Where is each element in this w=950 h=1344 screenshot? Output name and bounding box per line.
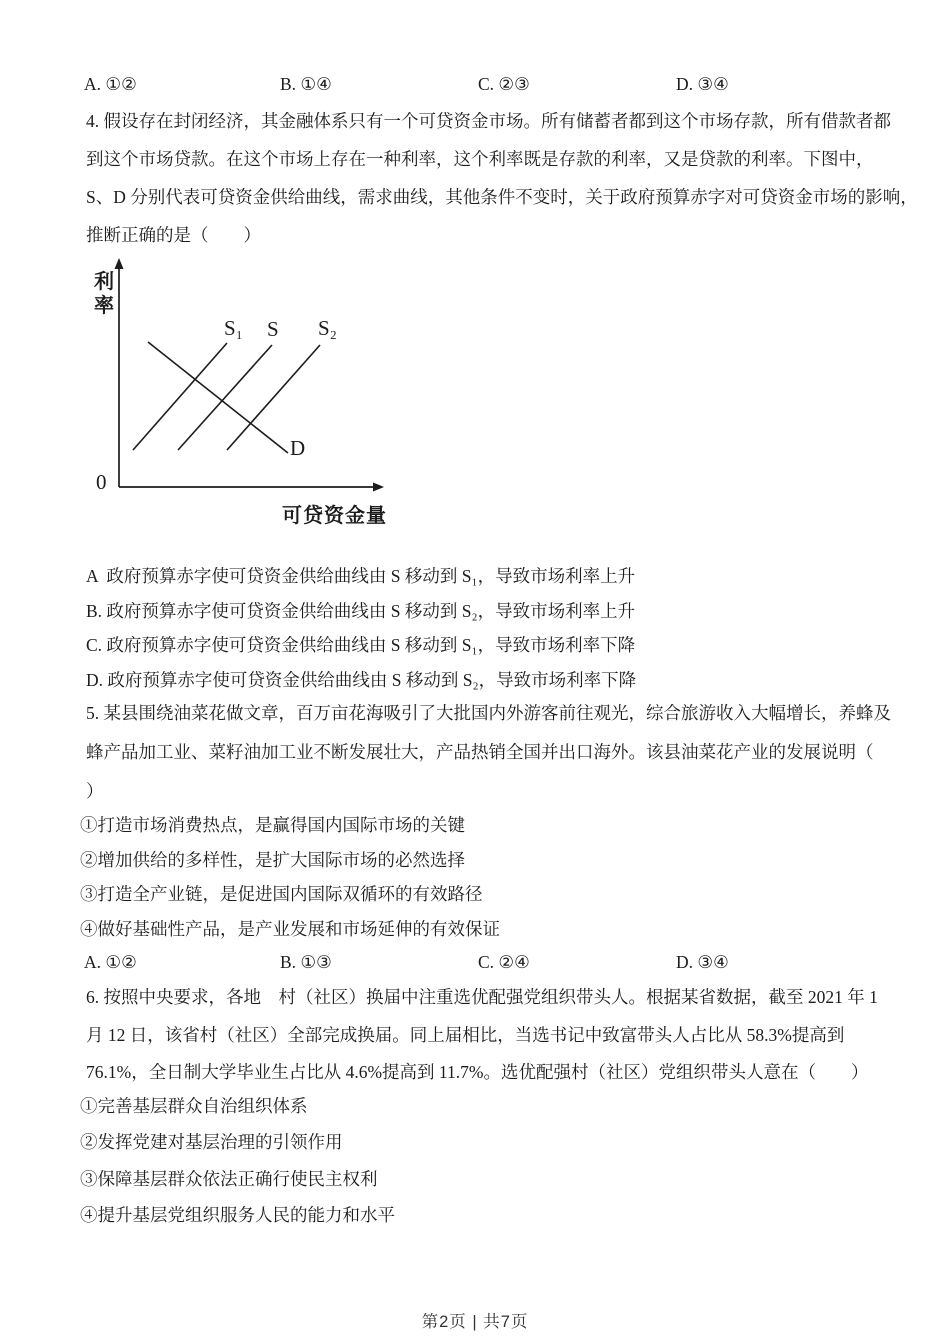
q5-option-a: A. ①② <box>84 952 137 972</box>
supply-demand-svg <box>88 256 400 536</box>
q3-option-d: D. ③④ <box>676 74 729 94</box>
q4-option-a: A 政府预算赤字使可贷资金供给曲线由 S 移动到 S₁，导致市场利率上升 <box>86 566 636 586</box>
loanable-funds-graph <box>88 256 400 536</box>
page-footer: 第2页 | 共7页 <box>421 1313 529 1331</box>
q5-options-row <box>84 946 904 978</box>
q5-statement-3: ③打造全产业链，是促进国内国际双循环的有效路径 <box>80 884 483 905</box>
q3-option-b: B. ①④ <box>280 74 332 94</box>
x-axis-label: 可贷资金量 <box>282 505 387 527</box>
s2-supply-curve <box>227 345 320 450</box>
q5-stem-line: 蜂产品加工业、菜籽油加工业不断发展壮大，产品热销全国并出口海外。该县油菜花产业的发展说明（ <box>86 742 874 762</box>
q6-statement-2: ②发挥党建对基层治理的引领作用 <box>80 1132 343 1153</box>
q5-statement-2: ②增加供给的多样性，是扩大国际市场的必然选择 <box>80 849 465 870</box>
y-axis-label: 利率 <box>94 271 114 317</box>
q4-stem-line: S、D 分别代表可贷资金供给曲线，需求曲线，其他条件不变时，关于政府预算赤字对可贷资金市场的影响， <box>86 187 918 207</box>
q4-option-c: C. 政府预算赤字使可贷资金供给曲线由 S 移动到 S₁，导致市场利率下降 <box>86 635 636 655</box>
q6-statement-1: ①完善基层群众自治组织体系 <box>80 1096 308 1116</box>
q5-option-c: C. ②④ <box>478 952 530 972</box>
question-5-statements <box>80 808 500 947</box>
question-6-stem <box>86 979 896 1092</box>
q4-stem-line: 推断正确的是（ ） <box>86 225 261 245</box>
curve-label-s1: S₁ <box>224 316 244 340</box>
q6-stem-line: 6. 按照中央要求，各地 村（社区）换届中注重选优配强党组织带头人。根据某省数据，截至 2021 年 1 <box>86 987 878 1007</box>
q5-option-b: B. ①③ <box>280 952 332 972</box>
q6-stem-line: 月 12 日，该省村（社区）全部完成换届。同上届相比，当选书记中致富带头人占比从 58.3%提高到 <box>86 1024 845 1045</box>
q4-option-d: D. 政府预算赤字使可贷资金供给曲线由 S 移动到 S₂，导致市场利率下降 <box>86 669 637 690</box>
q5-option-d: D. ③④ <box>676 952 729 972</box>
q4-stem-line: 到这个市场贷款。在这个市场上存在一种利率，这个利率既是存款的利率，又是贷款的利率。下图中， <box>86 149 874 169</box>
q3-option-c: C. ②③ <box>478 74 530 94</box>
curve-label-d: D <box>290 436 306 460</box>
curve-label-s2: S₂ <box>318 316 338 340</box>
q5-statement-1: ①打造市场消费热点，是赢得国内国际市场的关键 <box>80 815 465 835</box>
q4-option-b: B. 政府预算赤字使可贷资金供给曲线由 S 移动到 S₂，导致市场利率上升 <box>86 600 636 621</box>
q3-option-a: A. ①② <box>84 74 137 94</box>
s1-supply-curve <box>133 343 227 450</box>
question-5-stem <box>86 694 896 811</box>
q5-statement-4: ④做好基础性产品，是产业发展和市场延伸的有效保证 <box>80 919 500 940</box>
question-4-options <box>86 559 636 697</box>
s-supply-curve <box>178 345 272 450</box>
q5-stem-line: 5. 某县围绕油菜花做文章，百万亩花海吸引了大批国内外游客前往观光，综合旅游收入大幅增长，养蜂及 <box>86 703 891 723</box>
question-4-stem <box>86 102 918 254</box>
q4-stem-line: 4. 假设存在封闭经济，其金融体系只有一个可贷资金市场。所有储蓄者都到这个市场存款，所有借款者都 <box>86 111 891 131</box>
q6-stem-line: 76.1%，全日制大学毕业生占比从 4.6%提高到 11.7%。选优配强村（社区）党组织带头人意在（ ） <box>86 1062 869 1082</box>
q3-options-row <box>84 68 904 100</box>
q6-statement-4: ④提升基层党组织服务人民的能力和水平 <box>80 1205 395 1226</box>
q6-statement-3: ③保障基层群众依法正确行使民主权利 <box>80 1168 378 1189</box>
q5-stem-line: ） <box>86 781 104 801</box>
question-6-statements <box>80 1088 395 1234</box>
x-axis-arrow-icon <box>373 483 384 492</box>
d-demand-curve <box>148 342 288 453</box>
origin-label: 0 <box>96 470 107 494</box>
curve-label-s: S <box>267 317 279 341</box>
